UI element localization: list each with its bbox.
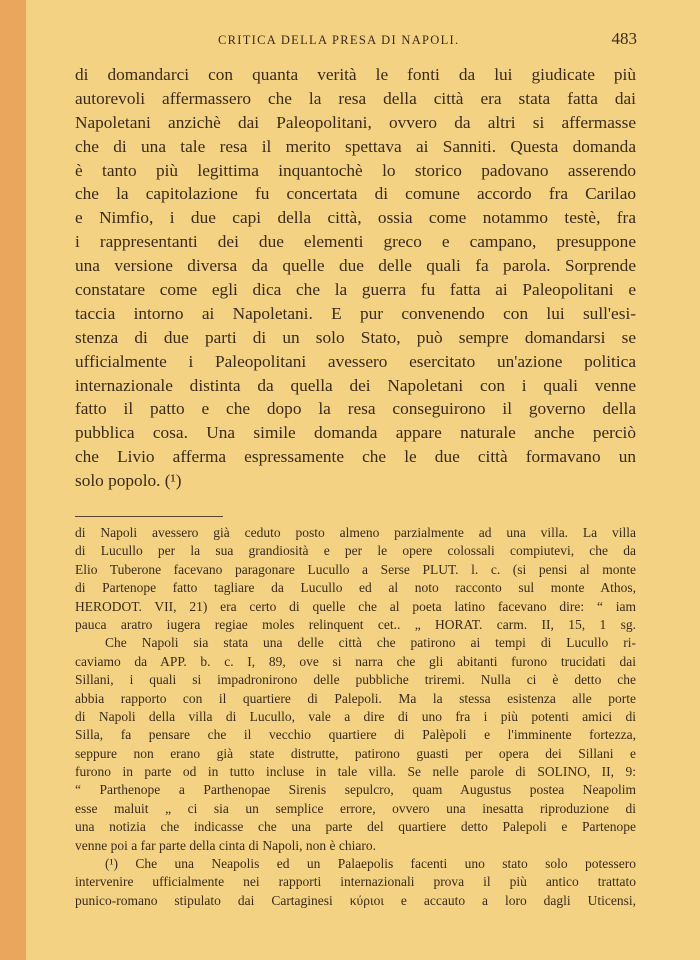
- text-line: autorevoli affermassero che la resa della città era stata fatta dai: [75, 88, 636, 108]
- footnote-line: abbia rapporto con il quartiere di Palepoli. Ma la stessa esistenza alle porte: [75, 690, 636, 706]
- text-line: che di una tale resa il merito spettava ai Sanniti. Questa domanda: [75, 136, 636, 156]
- footnote-line: furono in parte od in tutto incluse in tale villa. Se nelle parole di SOLINO, II, 9:: [75, 764, 636, 780]
- footnote-line: Sillani, i quali si impadronirono delle pubbliche triremi. Nulla ci è detto che: [75, 672, 636, 688]
- text-line: che Livio afferma espressamente che le due città formavano un: [75, 447, 636, 467]
- footnote-line: caviamo da APP. b. c. I, 89, ove si narra che gli abitanti furono trucidati dai: [75, 653, 636, 669]
- text-line: taccia intorno ai Napoletani. E pur convenendo con lui sull'esi-: [75, 303, 636, 323]
- footnote-line: di Lucullo per la sua grandiosità e per le opere colossali compiutevi, che da: [75, 543, 636, 559]
- text-line: solo popolo. (¹): [75, 471, 182, 491]
- page-number: 483: [611, 29, 637, 48]
- footnote-line: Elio Tuberone facevano paragonare Lucullo a Serse PLUT. l. c. (si pensi al monte: [75, 561, 636, 577]
- text-line: stenza di due parti di un solo Stato, può sempre domandarsi se: [75, 327, 636, 347]
- footnote-separator: [75, 516, 223, 517]
- text-line: è tanto più legittima inquantochè lo storico padovano asserendo: [75, 160, 636, 180]
- text-line: di domandarci con quanta verità le fonti da lui giudicate più: [75, 65, 636, 84]
- footnote-line: “ Parthenope a Parthenopae Sirenis sepulcro, quam Augustus postea Neapolim: [75, 782, 636, 798]
- footnote-line: HERODOT. VII, 21) era certo di quelle che al poeta latino facevano dire: “ iam: [75, 598, 636, 614]
- text-line: pubblica cosa. Una simile domanda appare naturale anche perciò: [75, 423, 636, 443]
- text-line: internazionale distinta da quella dei Napoletani con i quali venne: [75, 375, 636, 395]
- text-line: che la capitolazione fu concertata di comune accordo fra Carilao: [75, 184, 636, 204]
- text-line: Napoletani anzichè dai Paleopolitani, ovvero da altri si affermasse: [75, 112, 636, 132]
- text-line: ufficialmente i Paleopolitani avessero esercitato un'azione politica: [75, 351, 636, 371]
- footnote-line: Silla, fa pensare che il vecchio quartiere di Palèpoli e l'imminente fortezza,: [75, 727, 636, 743]
- text-line: fatto il patto e che dopo la resa conseguirono il governo della: [75, 399, 636, 419]
- footnote-line: di Partenope fatto tagliare da Lucullo ed al noto racconto sul monte Athos,: [75, 580, 636, 596]
- page-header: [26, 29, 700, 51]
- footnote-line: Che Napoli sia stata una delle città che patirono ai tempi di Lucullo ri-: [105, 635, 636, 651]
- footnote-line: (¹) Che una Neapolis ed un Palaepolis facenti uno stato solo potessero: [105, 856, 636, 872]
- text-line: e Nimfio, i due capi della città, ossia come notammo testè, fra: [75, 208, 636, 228]
- footnote-line: di Napoli avessero già ceduto posto almeno parzialmente ad una villa. La villa: [75, 525, 636, 540]
- main-text: [75, 63, 636, 493]
- text-line: constatare come egli dica che la guerra fu fatta ai Paleopolitani e: [75, 280, 636, 300]
- running-title: CRITICA DELLA PRESA DI NAPOLI.: [218, 33, 460, 47]
- footnote-line: punico-romano stipulato dai Cartaginesi κύριοι e accauto a loro dagli Uticensi,: [75, 892, 636, 908]
- text-line: i rappresentanti dei due elementi greco e campano, presuppone: [75, 232, 636, 252]
- footnote-line: una notizia che indicasse che una parte del quartiere detto Palepoli e Partenope: [75, 819, 636, 835]
- footnote-line: venne poi a far parte della cinta di Napoli, non è chiaro.: [75, 837, 377, 853]
- footnote-line: di Napoli della villa di Lucullo, vale a dire di uno fra i più potenti amici di: [75, 708, 636, 724]
- text-line: una versione diversa da quelle due delle quali fa parola. Sorprende: [75, 256, 636, 276]
- footnote-line: esse maluit „ ci sia un semplice errore, ovvero una inesatta riproduzione di: [75, 800, 636, 816]
- footnote-line: intervenire ufficialmente nei rapporti internazionali prova il più antico trattato: [75, 874, 636, 890]
- footnote-line: seppure non erano già state distrutte, patirono guasti per opera dei Sillani e: [75, 745, 636, 761]
- book-page: [26, 0, 700, 960]
- footnote-line: pauca aratro iugera regiae moles relinquent cet.. „ HORAT. carm. II, 15, 1 sg.: [75, 616, 636, 632]
- footnotes: [75, 524, 636, 910]
